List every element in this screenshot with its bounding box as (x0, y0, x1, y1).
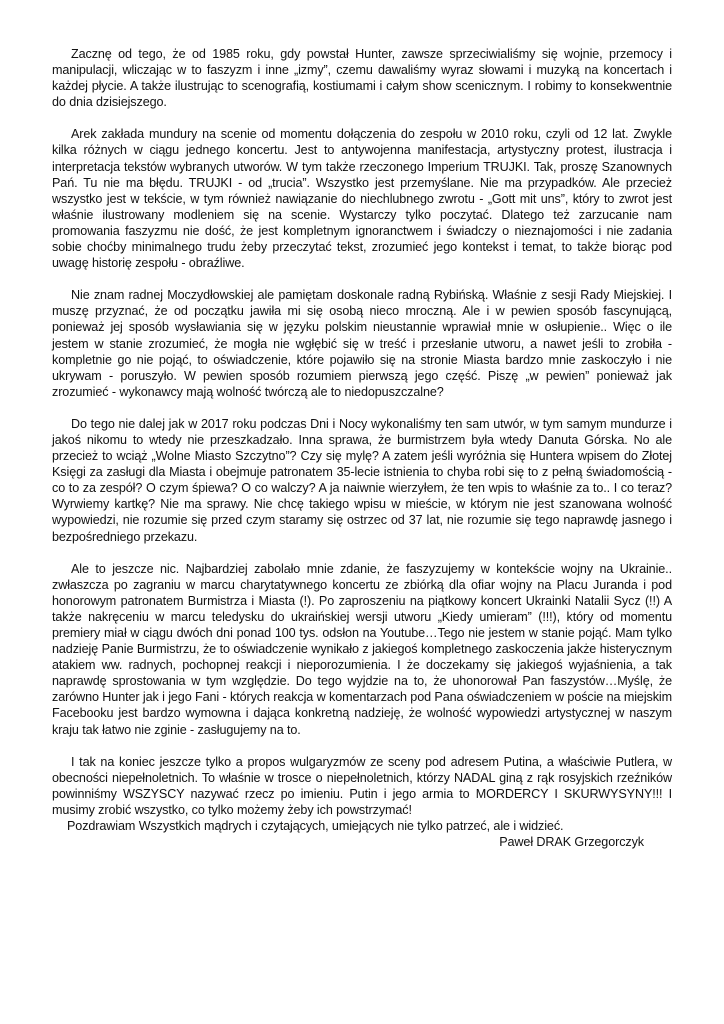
paragraph-4: Do tego nie dalej jak w 2017 roku podczas Dni i Nocy wykonaliśmy ten sam utwór, w tym samym mundurze i jakoś nikomu to wtedy nie przeszkadzało. Inna sprawa, że burmistrzem była wtedy Danuta Górska. No ale przecież to wciąż „Wolne Miasto Szczytno”? Czy się mylę? A zatem jeśli wyróżnia się Huntera wpisem do Złotej Księgi za zasługi dla Miasta i obejmuje patronatem 35-lecie istnienia to chyba robi się to z pełną świadomością - co to za zespół? O czym śpiewa? O co walczy? A ja naiwnie wierzyłem, że ten wpis to właśnie za to.. I co teraz? Wyrwiemy kartkę? Nie ma sprawy. Nie chcę takiego wpisu w mieście, w którym nie jest szanowana wolność wypowiedzi, nie rozumie się przed czym staramy się ostrzec od 37 lat, nie rozumie się tego naprawdę jasnego i bezpośredniego przekazu. (52, 416, 672, 544)
paragraph-3: Nie znam radnej Moczydłowskiej ale pamiętam doskonale radną Rybińską. Właśnie z sesji Rady Miejskiej. I muszę przyznać, że od początku jawiła mi się osobą nieco mroczną. Ale i w pewien sposób fascynującą, ponieważ jej sposób wysławiania się w języku polskim nieustannie wprawiał mnie w osłupienie.. Więc o ile jestem w stanie zrozumieć, że mogła nie wgłębić się w treść i przesłanie utworu, a nawet jeśli to zrobiła - kompletnie go nie pojąć, to oświadczenie, które pojawiło się na stronie Miasta bardzo mnie zaskoczyło i nie ukrywam - poruszyło. W pewien sposób rozumiem pierwszą jego część. Piszę „w pewien” ponieważ jak zrozumieć - wykonawcy mają wolność twórczą ale to niedopuszczalne? (52, 288, 672, 399)
author-signature: Paweł DRAK Grzegorczyk (499, 835, 644, 850)
paragraph-2: Arek zakłada mundury na scenie od momentu dołączenia do zespołu w 2010 roku, czyli od 12 lat. Zwykle kilka różnych w ciągu jednego koncertu. Jest to antywojenna manifestacja, artystyczny protest, ilustracja i interpretacja tekstów wybranych utworów. W tym także rzeczonego Imperium TRUJKI. Tak, proszę Szanownych Pań. Tu nie ma błędu. TRUJKI - od „trucia”. Wszystko jest przemyślane. Nie ma przypadków. Ale przecież wszystko jest w tekście, w tym również nawiązanie do niechlubnego zwrotu - „Gott mit uns”, który to zwrot jest właśnie ilustrowany modleniem się na scenie. Wystarczy tylko poczytać. Dlatego też zarzucanie nam promowania faszyzmu nie dość, że jest kompletnym ignoranctwem i świadczy o nieznajomości i nie zadania sobie choćby minimalnego trudu żeby przeczytać tekst, zrozumieć jego kontekst i temat, to także biorąc pod uwagę historię zespołu - obraźliwe. (52, 127, 672, 271)
closing-greeting: Pozdrawiam Wszystkich mądrych i czytających, umiejących nie tylko patrzeć, ale i widzieć. (67, 819, 564, 834)
letter-document (52, 46, 672, 850)
paragraph-5: Ale to jeszcze nic. Najbardziej zabolało mnie zdanie, że faszyzujemy w kontekście wojny na Ukrainie.. zwłaszcza po zagraniu w marcu charytatywnego koncertu ze zbiórką dla ofiar wojny na Placu Juranda i pod honorowym patronatem Burmistrza i Miasta (!). Po zaproszeniu na piątkowy koncert Ukrainki Natalii Sycz (!!) A także nakręceniu w marcu teledysku do ukraińskiej wersji utworu „Kiedy umieram” (!!!), który od momentu premiery miał w ciągu dwóch dni ponad 100 tys. odsłon na Youtube…Tego nie jestem w stanie pojąć. Mam tylko nadzieję Panie Burmistrzu, że to oświadczenie wynikało z jakiegoś kompletnego zaskoczenia jakże histerycznym atakiem ww. radnych, pochopnej reakcji i nieporozumienia. I że doczekamy się jakiegoś wyjaśnienia, a tak naprawdę sprostowania w tym względzie. Do tego wyjdzie na to, że uhonorował Pan faszystów…Myślę, że zarówno Hunter jak i jego Fani - których reakcja w komentarzach pod Pana oświadczeniem w poście na miejskim Facebooku jest bardzo wymowna i dająca konkretną nadzieję, że wolność wypowiedzi artystycznej w naszym kraju tak łatwo nie zginie - zasługujemy na to. (52, 561, 672, 737)
paragraph-6: I tak na koniec jeszcze tylko a propos wulgaryzmów ze sceny pod adresem Putina, a właściwie Putlera, w obecności niepełnoletnich. To właśnie w trosce o niepełnoletnich, którzy NADAL giną z rąk rosyjskich rzeźników powinniśmy WSZYSCY nazywać rzecz po imieniu. Putin i jego armia to MORDERCY I SKURWYSYNY!!! I musimy zrobić wszystko, co tylko możemy żeby ich powstrzymać! (52, 754, 672, 817)
paragraph-1: Zacznę od tego, że od 1985 roku, gdy powstał Hunter, zawsze sprzeciwialiśmy się wojnie, przemocy i manipulacji, wliczając w to faszyzm i inne „izmy”, czemu dawaliśmy wyraz słowami i muzyką na koncertach i każdej płycie. A także ilustrując to scenografią, kostiumami i całym show scenicznym. I robimy to konsekwentnie do dnia dzisiejszego. (52, 47, 672, 110)
